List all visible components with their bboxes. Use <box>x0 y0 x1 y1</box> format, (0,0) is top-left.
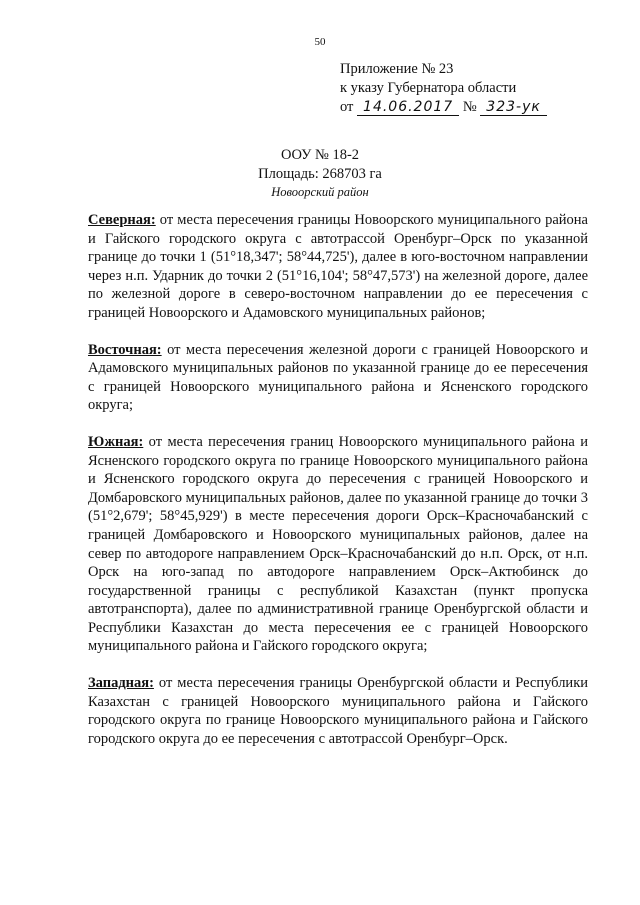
section-text: от места пересечения железной дороги с границей Новоорского и Адамовского муниципальных районов по указанной границе до ее пересечения с границей Новоорского муниципального района и Ясненского городского округа; <box>88 341 588 414</box>
section-label: Западная: <box>88 675 154 692</box>
appendix-number-prefix: № <box>462 99 477 115</box>
appendix-from-prefix: от <box>340 99 354 115</box>
section-west <box>88 674 588 748</box>
page-number: 50 <box>314 36 326 48</box>
document-area: Площадь: 268703 га <box>258 166 382 182</box>
section-east <box>88 341 588 415</box>
document-header <box>0 146 640 201</box>
section-text: от места пересечения границы Оренбургской области и Республики Казахстан с границей Новоорского муниципального района и Гайского городского округа по границе Новоорского муниципального района и Гайского городского округа до ее пересечения с автотрассой Оренбург–Орск. <box>88 675 588 747</box>
section-label: Северная: <box>88 212 156 228</box>
section-north <box>88 211 588 323</box>
document-district: Новоорский район <box>271 185 369 199</box>
section-label: Южная: <box>88 433 144 450</box>
boundary-description <box>88 211 588 766</box>
section-text: от места пересечения границы Новоорского муниципального района и Гайского городского округа с автотрассой Оренбург–Орск по указанной границе до точки 1 (51°18,347'; 58°44,725'), далее в юго-восточном направлении через н.п. Ударник до точки 2 (51°16,104'; 58°47,573') на железной дороге, далее по железной дороге в северо-восточном направлении до ее пересечения с границей Новоорского и Адамовского муниципальных районов; <box>88 212 588 321</box>
section-text: от места пересечения границ Новоорского муниципального района и Ясненского городского округа по границе Новоорского муниципального района и Ясненского городского округа до пересечения с границей Новоорского и Домбаровского муниципальных районов, далее по указанной границе до точки 3 (51°2,679'; 58°45,929') в месте пересечения дороги Орск–Красночабанский с границей Домбаровского и Новоорского муниципальных районов, далее на север по автодороге направлением Орск–Красночабанский до н.п. Орск, от н.п. Орск на юго-запад по автодороге направлением Орск–Актюбинск до государственной границы с республикой Казахстан (пункт пропуска автотранспорта), далее по административной границе Оренбургской области и Республики Казахстан до места пересечения ее с границей Новоорского муниципального района и Гайского городского округа; <box>88 433 588 655</box>
appendix-date-line <box>340 98 547 117</box>
appendix-decree: к указу Губернатора области <box>340 80 517 96</box>
section-label: Восточная: <box>88 341 162 358</box>
appendix-date: 14.06.2017 <box>357 100 459 116</box>
appendix-number: 323-ук <box>480 100 547 116</box>
appendix-title: Приложение № 23 <box>340 61 454 77</box>
section-south <box>88 433 588 656</box>
appendix-block <box>340 60 547 117</box>
document-title: ООУ № 18-2 <box>280 147 360 163</box>
